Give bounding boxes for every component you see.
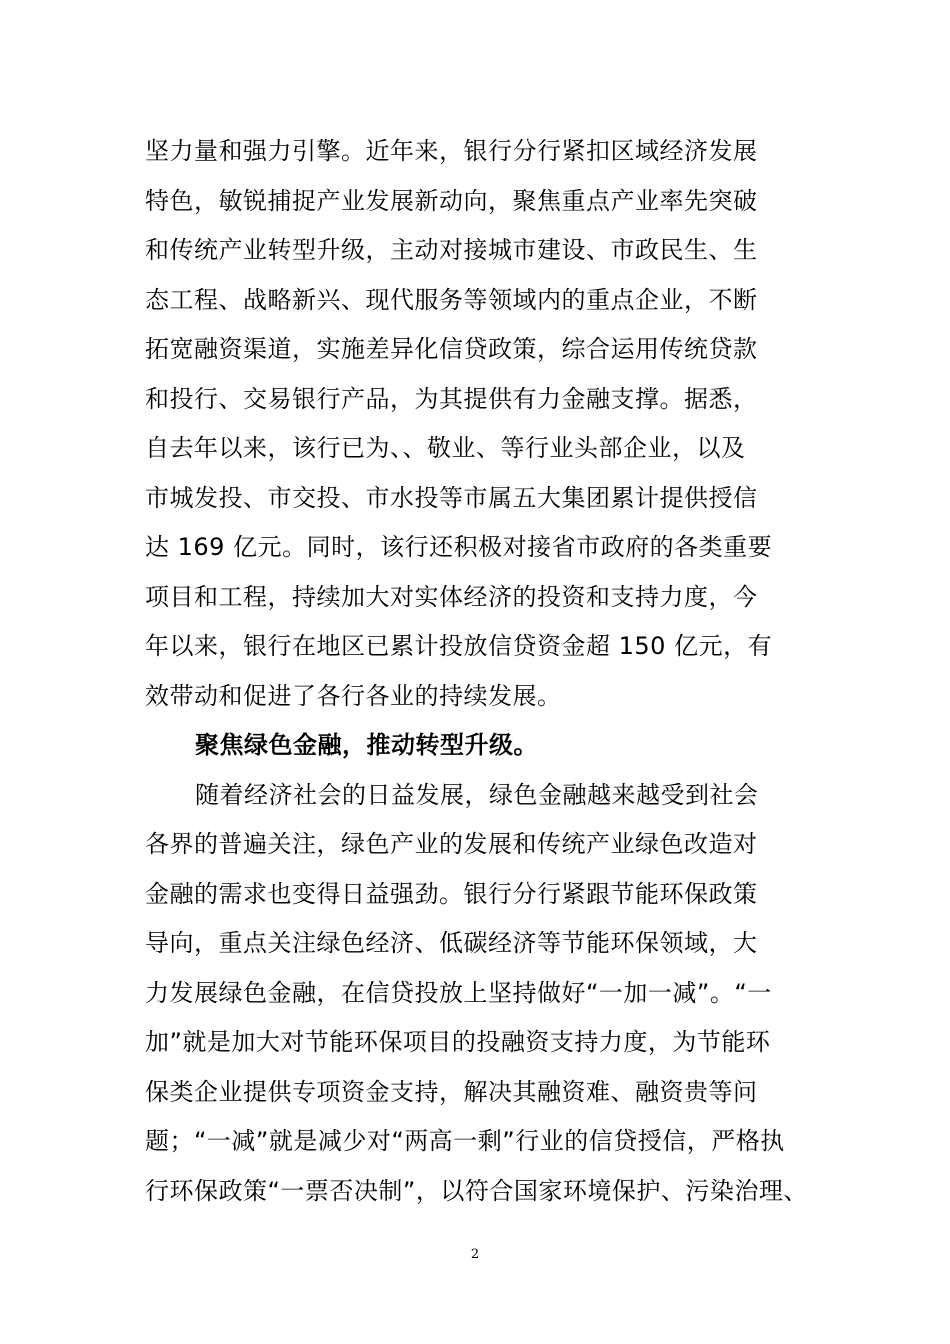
- page-number: 2: [470, 1247, 480, 1262]
- text-line: 和传统产业转型升级，主动对接城市建设、市政民生、生: [145, 236, 758, 264]
- text-line: 行环保政策“一票否决制”，以符合国家环境保护、污染治理、: [145, 1176, 808, 1205]
- text-line: 特色，敏锐捕捉产业发展新动向，聚焦重点产业率先突破: [145, 186, 758, 215]
- text-line: 坚力量和强力引擎。近年来，银行分行紧扣区域经济发展: [145, 137, 758, 165]
- text-line: 保类企业提供专项资金支持，解决其融资难、融资贵等问: [145, 1077, 758, 1106]
- text-line: 力发展绿色金融，在信贷投放上坚持做好“一加一减”。“一: [145, 978, 772, 1007]
- text-line: 自去年以来，该行已为、、敬业、等行业头部企业，以及: [145, 434, 746, 462]
- text-line: 随着经济社会的日益发展，绿色金融越来越受到社会: [195, 780, 759, 809]
- body-text: [145, 127, 815, 1216]
- text-line: 市城发投、市交投、市水投等市属五大集团累计提供授信: [145, 483, 758, 512]
- text-line: 态工程、战略新兴、现代服务等领域内的重点企业，不断: [145, 285, 758, 314]
- text-line: 拓宽融资渠道，实施差异化信贷政策，综合运用传统贷款: [145, 335, 758, 363]
- text-line: 项目和工程，持续加大对实体经济的投资和支持力度，今: [145, 582, 758, 611]
- text-line: 导向，重点关注绿色经济、低碳经济等节能环保领域，大: [145, 929, 758, 957]
- text-line: 年以来，银行在地区已累计投放信贷资金超 150 亿元，有: [145, 632, 773, 660]
- text-line: 题；“一减”就是减少对“两高一剩”行业的信贷授信，严格执: [145, 1127, 785, 1155]
- section-heading: 聚焦绿色金融，推动转型升级。: [195, 731, 538, 759]
- text-line: 达 169 亿元。同时，该行还积极对接省市政府的各类重要: [145, 533, 773, 561]
- text-line: 各界的普遍关注，绿色产业的发展和传统产业绿色改造对: [145, 830, 758, 858]
- text-line: 金融的需求也变得日益强劲。银行分行紧跟节能环保政策: [145, 879, 758, 908]
- text-line: 加”就是加大对节能环保项目的投融资支持力度，为节能环: [145, 1028, 771, 1056]
- text-line: 效带动和促进了各行各业的持续发展。: [145, 681, 562, 710]
- text-line: 和投行、交易银行产品，为其提供有力金融支撑。据悉，: [145, 384, 758, 413]
